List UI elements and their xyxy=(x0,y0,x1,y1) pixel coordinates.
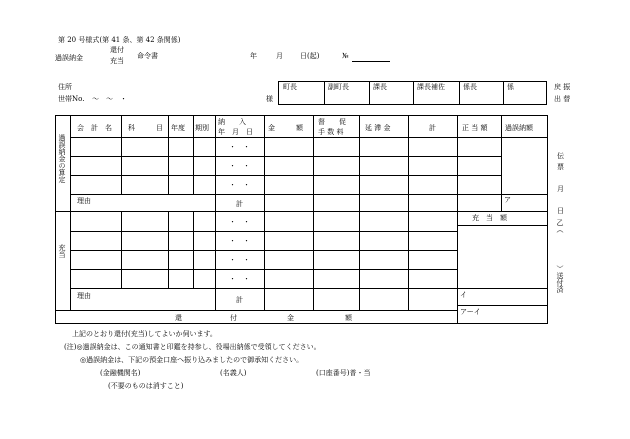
sama-label: 様 xyxy=(266,95,273,103)
number-label: № xyxy=(342,52,349,60)
overpaid-label: 過誤納金 xyxy=(55,54,83,62)
approval-deputy-mayor: 副町長 xyxy=(328,83,349,91)
header-fee-1: 督 促 xyxy=(318,118,346,126)
paid-date-row-1[interactable]: ・ ・ xyxy=(229,143,250,151)
voucher-1: 伝 xyxy=(557,152,564,160)
form-number: 第 20 号様式(第 41 条、第 42 条関係) xyxy=(58,36,181,44)
header-paid-1: 納 入 xyxy=(218,118,246,126)
refund-char-1: 還 xyxy=(175,314,182,322)
side-month: 月 xyxy=(557,185,564,193)
paid-date-row-6[interactable]: ・ ・ xyxy=(229,256,250,264)
side-day: 日 xyxy=(557,207,564,215)
refund-char-3: 金 xyxy=(287,314,294,322)
reason-label-lower: 理由 xyxy=(77,292,91,300)
side-sent: ）送付済 xyxy=(556,265,564,293)
paid-date-row-5[interactable]: ・ ・ xyxy=(229,237,250,245)
note-line-3: ◎過誤納金は、下記の預金口座へ振り込みましたので御承知ください。 xyxy=(80,356,304,364)
approval-staff: 係 xyxy=(507,83,514,91)
header-paid-2: 年 月 日 xyxy=(218,128,253,136)
juto-label: 充当 xyxy=(110,57,124,65)
juto-amount-header: 充 当 額 xyxy=(472,214,507,222)
side-paren: 乙（ xyxy=(556,219,564,233)
transfer-label-2: 出 替 xyxy=(554,95,571,103)
header-proper: 正 当 額 xyxy=(462,124,488,132)
transfer-label-1: 戻 振 xyxy=(554,83,571,91)
header-amount: 金 額 xyxy=(268,124,303,132)
holder-label: (名義人) xyxy=(220,369,247,377)
header-delay: 延 滞 金 xyxy=(365,124,391,132)
header-total: 計 xyxy=(429,124,436,132)
approval-unit-chief: 係長 xyxy=(463,83,477,91)
bank-name-label: (金融機関名) xyxy=(100,369,141,377)
juto-section-label: 充当 xyxy=(58,244,66,258)
paid-date-row-4[interactable]: ・ ・ xyxy=(229,218,250,226)
address-label: 住所 xyxy=(58,83,72,91)
approval-assistant-chief: 課長補佐 xyxy=(417,83,445,91)
header-over: 過誤納額 xyxy=(505,124,533,132)
mark-i: イ xyxy=(460,291,467,299)
strike-note: (不要のものは消すこと) xyxy=(108,382,184,390)
day-label: 日(起) xyxy=(300,52,320,60)
note-line-1: 上記のとおり還付(充当)してよいか伺います。 xyxy=(72,330,217,338)
paid-date-row-2[interactable]: ・ ・ xyxy=(229,162,250,170)
header-fee-2: 手 数 料 xyxy=(318,128,344,136)
household-label: 世帯No. xyxy=(58,95,85,103)
header-period: 期別 xyxy=(195,124,209,132)
account-number-label: (口座番号)普・当 xyxy=(316,369,371,377)
order-label: 命令書 xyxy=(137,52,158,60)
voucher-2: 票 xyxy=(557,163,564,171)
note-line-2: (注)◎過誤納金は、この通知書と印鑑を持参し、役場出納係で受領してください。 xyxy=(64,343,321,351)
overpaid-calc-label: 過誤納金の算定 xyxy=(58,134,66,183)
refund-char-4: 額 xyxy=(345,314,352,322)
kanpu-label: 還付 xyxy=(110,46,124,54)
mark-a: ア xyxy=(504,196,511,204)
sum-label-lower: 計 xyxy=(236,296,243,304)
number-underline xyxy=(352,61,390,62)
header-account: 会 計 名 xyxy=(77,124,112,132)
mark-a-minus-i: アーイ xyxy=(460,308,481,316)
approval-section-chief: 課長 xyxy=(373,83,387,91)
header-item: 科 目 xyxy=(128,124,163,132)
year-label: 年 xyxy=(250,52,257,60)
household-range: ～ ～ ・ xyxy=(92,95,127,103)
approval-mayor: 町長 xyxy=(283,83,297,91)
header-year: 年度 xyxy=(171,124,185,132)
refund-char-2: 付 xyxy=(230,314,237,322)
paid-date-row-3[interactable]: ・ ・ xyxy=(229,181,250,189)
sum-label-upper: 計 xyxy=(236,200,243,208)
paid-date-row-7[interactable]: ・ ・ xyxy=(229,275,250,283)
reason-label-upper: 理由 xyxy=(77,197,91,205)
month-label: 月 xyxy=(276,52,283,60)
